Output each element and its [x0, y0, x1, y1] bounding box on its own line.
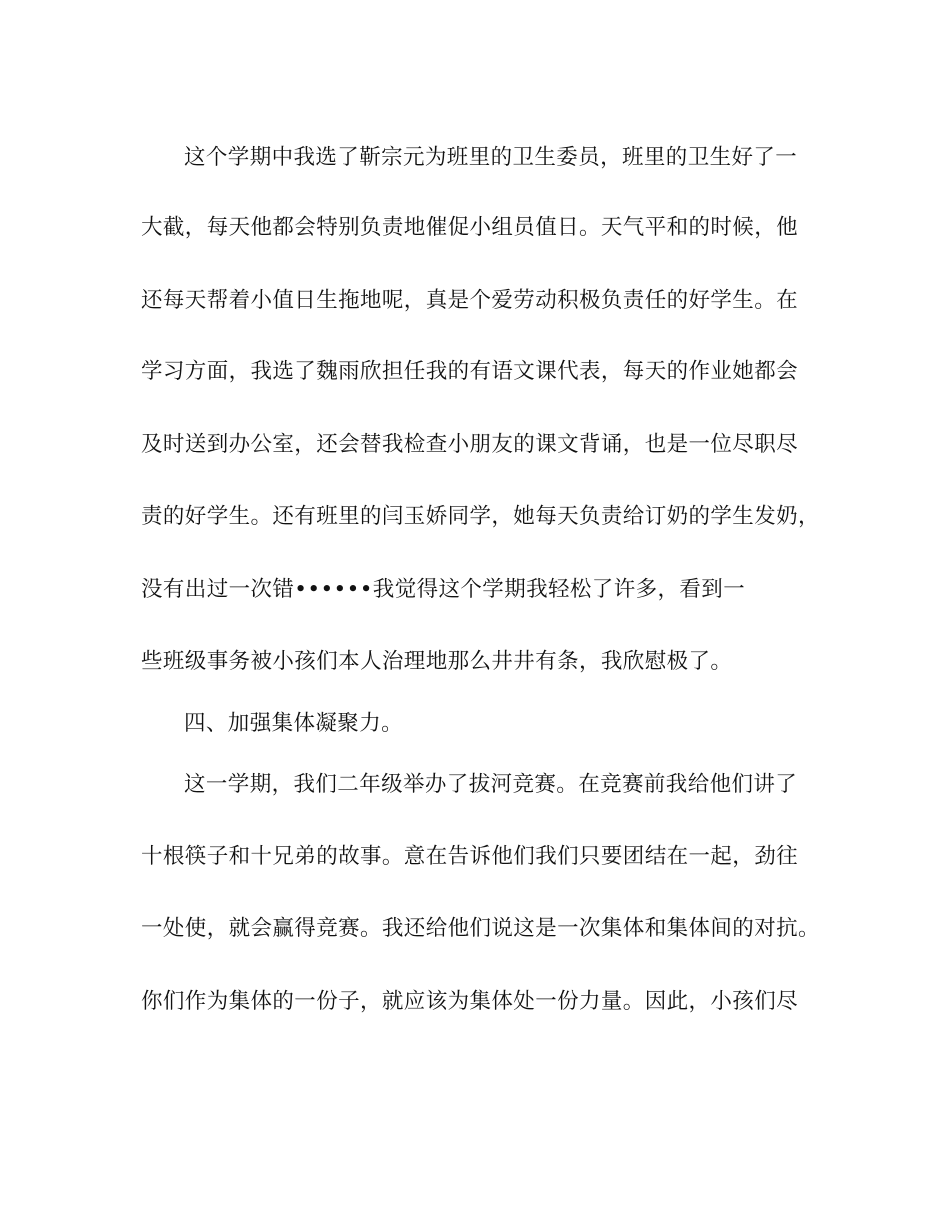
paragraph-line: 这个学期中我选了靳宗元为班里的卫生委员，班里的卫生好了一 — [184, 145, 798, 170]
paragraph-line: 责的好学生。还有班里的闫玉娇同学，她每天负责给订奶的学生发奶， — [141, 504, 820, 529]
paragraph-line: 还每天帮着小值日生拖地呢，真是个爱劳动积极负责任的好学生。在 — [141, 288, 799, 313]
paragraph-line: 你们作为集体的一份子，就应该为集体处一份力量。因此，小孩们尽 — [141, 989, 799, 1014]
section-heading: 四、加强集体凝聚力。 — [184, 711, 404, 736]
paragraph-line: 没有出过一次错••••••我觉得这个学期我轻松了许多，看到一 — [141, 577, 746, 602]
paragraph-line: 一处使，就会赢得竞赛。我还给他们说这是一次集体和集体间的对抗。 — [141, 916, 820, 941]
paragraph-line: 十根筷子和十兄弟的故事。意在告诉他们我们只要团结在一起，劲往 — [141, 844, 799, 869]
paragraph-line: 这一学期，我们二年级举办了拔河竞赛。在竞赛前我给他们讲了 — [184, 772, 798, 797]
paragraph-line: 些班级事务被小孩们本人治理地那么井井有条，我欣慰极了。 — [141, 649, 733, 674]
paragraph-line: 学习方面，我选了魏雨欣担任我的有语文课代表，每天的作业她都会 — [141, 359, 799, 384]
paragraph-line: 大截，每天他都会特别负责地催促小组员值日。天气平和的时候，他 — [141, 215, 799, 240]
paragraph-line: 及时送到办公室，还会替我检查小朋友的课文背诵，也是一位尽职尽 — [141, 432, 799, 457]
